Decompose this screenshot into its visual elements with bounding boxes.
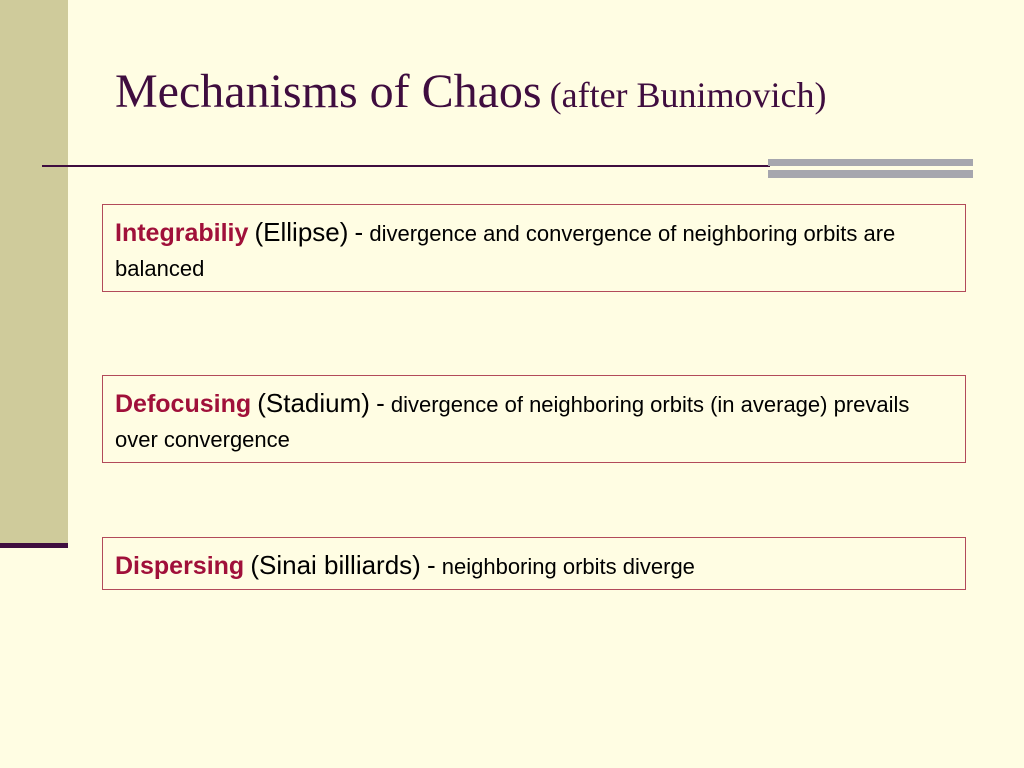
accent-stripe [768, 170, 973, 178]
side-band [0, 0, 68, 548]
mechanism-example: (Stadium) [257, 388, 370, 418]
slide-title [115, 65, 827, 118]
mechanism-description: divergence and convergence of neighboring orbits are balanced [115, 221, 896, 281]
mechanism-separator: - [354, 217, 364, 247]
mechanism-description: neighboring orbits diverge [441, 554, 695, 579]
accent-bar [768, 159, 973, 178]
side-band-marker [0, 543, 68, 548]
title-divider [42, 165, 770, 167]
mechanism-separator: - [376, 388, 385, 418]
mechanism-term: Integrabiliy [115, 219, 249, 247]
mechanism-box-integrability [102, 204, 966, 292]
mechanism-box-defocusing [102, 375, 966, 463]
mechanism-example: (Ellipse) [254, 217, 349, 247]
mechanism-box-dispersing [102, 537, 966, 590]
slide-title-subtitle: (after Bunimovich) [549, 75, 827, 115]
accent-stripe [768, 159, 973, 166]
mechanism-term: Dispersing [115, 552, 245, 580]
mechanism-term: Defocusing [115, 390, 252, 418]
slide-title-main: Mechanisms of Chaos [115, 65, 542, 118]
mechanism-separator: - [426, 550, 436, 580]
mechanism-example: (Sinai billiards) [250, 550, 421, 580]
mechanism-description: divergence of neighboring orbits (in average) prevails over convergence [115, 392, 910, 452]
